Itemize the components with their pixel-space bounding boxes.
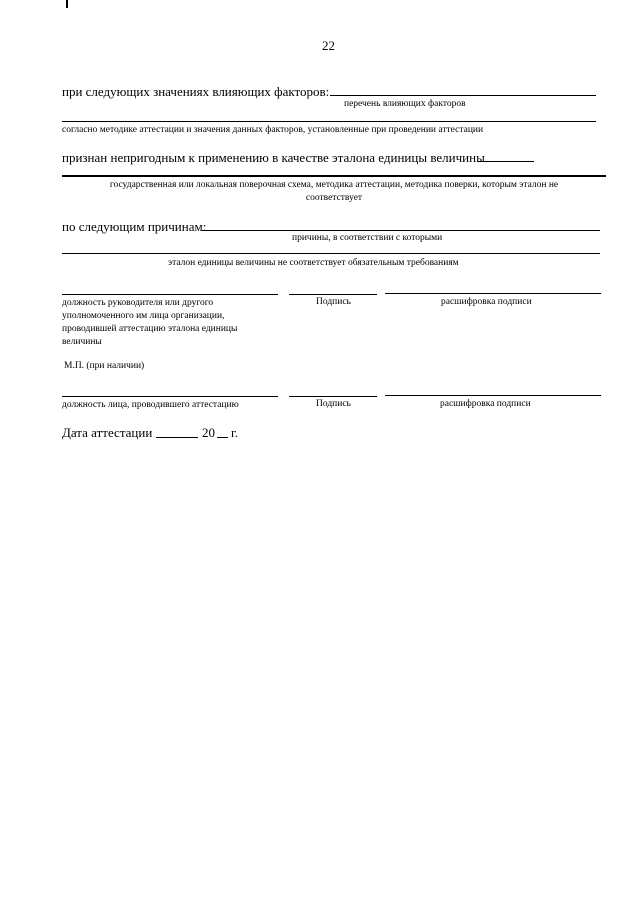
factors-label: при следующих значениях влияющих факторов: (62, 84, 330, 99)
sig1-decoding: расшифровка подписи (441, 297, 532, 307)
sig1-signature: Подпись (316, 297, 351, 307)
sig1-decoding-line[interactable] (385, 293, 601, 294)
scan-mark (66, 0, 68, 8)
reasons-input-line[interactable] (202, 230, 600, 231)
unfit-input-line[interactable] (478, 161, 534, 162)
reasons-line-2[interactable] (62, 253, 600, 254)
unfit-caption-2: соответствует (305, 193, 363, 203)
factors-hint: перечень влияющих факторов (344, 99, 466, 109)
factors-caption: согласно методике аттестации и значения данных факторов, установленные при проведении аттестации (62, 125, 484, 135)
factors-line-2[interactable] (62, 121, 596, 122)
stamp-label: М.П. (при наличии) (64, 361, 145, 371)
page-number: 22 (322, 38, 335, 53)
date-year-line[interactable] (217, 437, 228, 438)
sig2-signature-line[interactable] (289, 396, 377, 397)
date-label: Дата аттестации (62, 425, 153, 440)
unfit-caption-1: государственная или локальная поверочная схема, методика аттестации, методика поверки, которым эталон не (109, 180, 559, 190)
sig2-decoding-line[interactable] (385, 395, 601, 396)
reasons-caption: эталон единицы величины не соответствует обязательным требованиям (168, 258, 459, 268)
sig2-position-line[interactable] (62, 396, 278, 397)
factors-input-line[interactable] (330, 95, 596, 96)
reasons-hint: причины, в соответствии с которыми (292, 233, 443, 243)
date-input-line[interactable] (156, 437, 198, 438)
unfit-label: признан непригодным к применению в качестве эталона единицы величины (62, 150, 485, 165)
date-year-prefix: 20 (202, 425, 215, 440)
reasons-label: по следующим причинам: (62, 219, 207, 234)
sig2-position: должность лица, проводившего аттестацию (62, 400, 239, 410)
sig1-signature-line[interactable] (289, 294, 377, 295)
date-year-suffix: г. (231, 425, 239, 440)
unfit-line-2[interactable] (62, 175, 606, 177)
sig2-decoding: расшифровка подписи (440, 399, 531, 409)
sig1-position-line[interactable] (62, 294, 278, 295)
sig2-signature: Подпись (316, 399, 351, 409)
sig1-position: должность руководителя или другого уполномоченного им лица организации, проводившей аттестацию эталона единицы величины (62, 298, 238, 347)
